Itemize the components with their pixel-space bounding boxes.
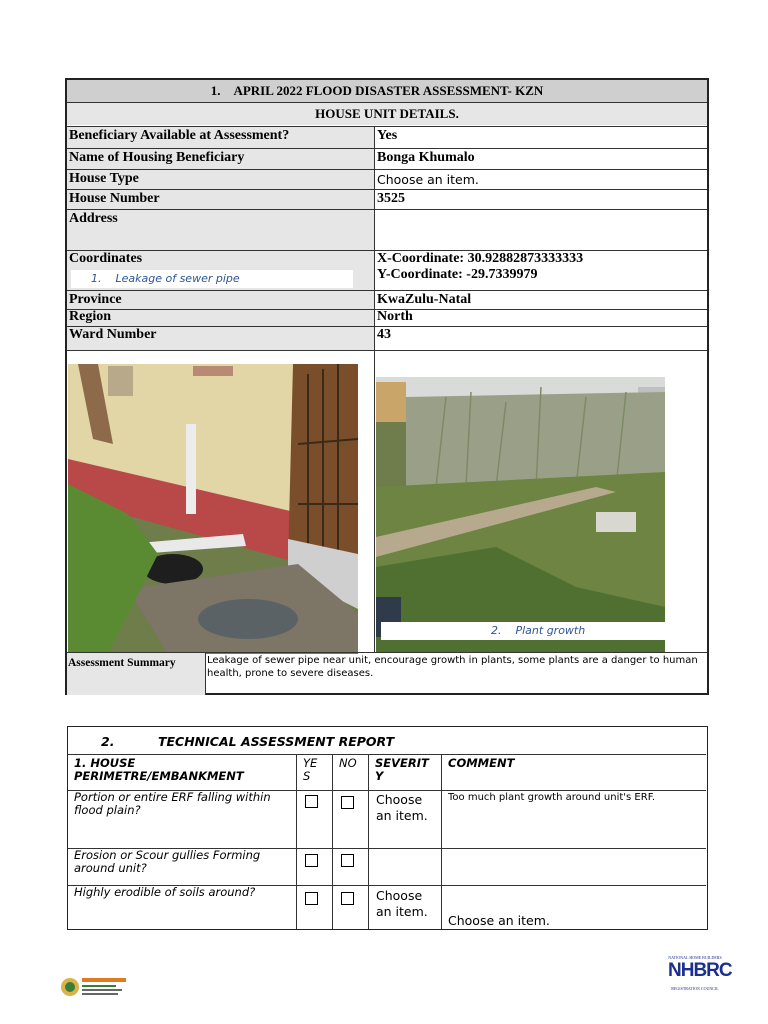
sewer-pipe-photo xyxy=(68,364,358,654)
beneficiary-available-label: Beneficiary Available at Assessment? xyxy=(69,128,290,143)
row3-question: Highly erodible of soils around? xyxy=(74,885,256,899)
summary-text: Leakage of sewer pipe near unit, encourage growth in plants, some plants are a danger to human health, prone to severe diseases. xyxy=(207,655,698,679)
photo2-caption-box xyxy=(381,622,666,640)
beneficiary-name-value: Bonga Khumalo xyxy=(377,150,475,165)
photo1-caption-box xyxy=(71,270,353,288)
header-item: 1. HOUSE PERIMETRE/EMBANKMENT xyxy=(74,756,244,783)
house-unit-details-table xyxy=(65,78,709,695)
header-severity: SEVERIT Y xyxy=(375,756,429,783)
beneficiary-name-label: Name of Housing Beneficiary xyxy=(69,150,245,165)
region-value: North xyxy=(377,309,413,324)
row1-question: Portion or entire ERF falling within flood plain? xyxy=(74,790,271,817)
province-value: KwaZulu-Natal xyxy=(377,292,472,307)
row2-question: Erosion or Scour gullies Forming around unit? xyxy=(74,848,261,875)
photo1-caption: 1. Leakage of sewer pipe xyxy=(91,272,240,285)
nhbrc-logo: NATIONAL HOME BUILDERS NHBRC REGISTRATION COUNCIL xyxy=(668,955,732,991)
beneficiary-available-value: Yes xyxy=(377,128,398,143)
subtitle-row xyxy=(67,103,707,125)
human-settlements-logo xyxy=(60,975,132,999)
header-no: NO xyxy=(339,756,357,770)
address-label: Address xyxy=(69,211,118,226)
summary-label: Assessment Summary xyxy=(68,657,176,669)
row3-no-checkbox[interactable] xyxy=(341,892,354,905)
section-subtitle: HOUSE UNIT DETAILS. xyxy=(315,106,459,121)
kzn-crest-icon xyxy=(60,975,132,999)
technical-title: 2. TECHNICAL ASSESSMENT REPORT xyxy=(101,734,395,749)
house-type-label: House Type xyxy=(69,171,139,186)
row1-severity[interactable]: Choose an item. xyxy=(376,792,428,823)
row1-no-checkbox[interactable] xyxy=(341,796,354,809)
section-title: 1. APRIL 2022 FLOOD DISASTER ASSESSMENT- KZN xyxy=(210,83,544,98)
row1-yes-checkbox[interactable] xyxy=(305,795,318,808)
ward-value: 43 xyxy=(377,327,391,342)
house-number-label: House Number xyxy=(69,191,160,206)
photo2-caption: 2. Plant growth xyxy=(491,624,586,637)
row1-comment: Too much plant growth around unit's ERF. xyxy=(448,792,656,803)
region-label: Region xyxy=(69,309,111,324)
row2-no-checkbox[interactable] xyxy=(341,854,354,867)
section-title-row xyxy=(67,80,707,102)
coordinates-label: Coordinates xyxy=(69,251,143,266)
row2-yes-checkbox[interactable] xyxy=(305,854,318,867)
technical-assessment-table xyxy=(67,726,708,930)
ward-label: Ward Number xyxy=(69,327,157,342)
house-number-value: 3525 xyxy=(377,191,405,206)
header-yes: YE S xyxy=(303,756,318,783)
header-comment: COMMENT xyxy=(448,756,515,770)
row3-comment[interactable]: Choose an item. xyxy=(448,913,550,928)
house-type-value[interactable]: Choose an item. xyxy=(377,172,479,187)
row3-severity[interactable]: Choose an item. xyxy=(376,888,428,919)
y-coordinate: Y-Coordinate: -29.7339979 xyxy=(377,267,538,282)
row3-yes-checkbox[interactable] xyxy=(305,892,318,905)
x-coordinate: X-Coordinate: 30.92882873333333 xyxy=(377,251,584,266)
plant-growth-photo xyxy=(376,377,665,652)
province-label: Province xyxy=(69,292,122,307)
